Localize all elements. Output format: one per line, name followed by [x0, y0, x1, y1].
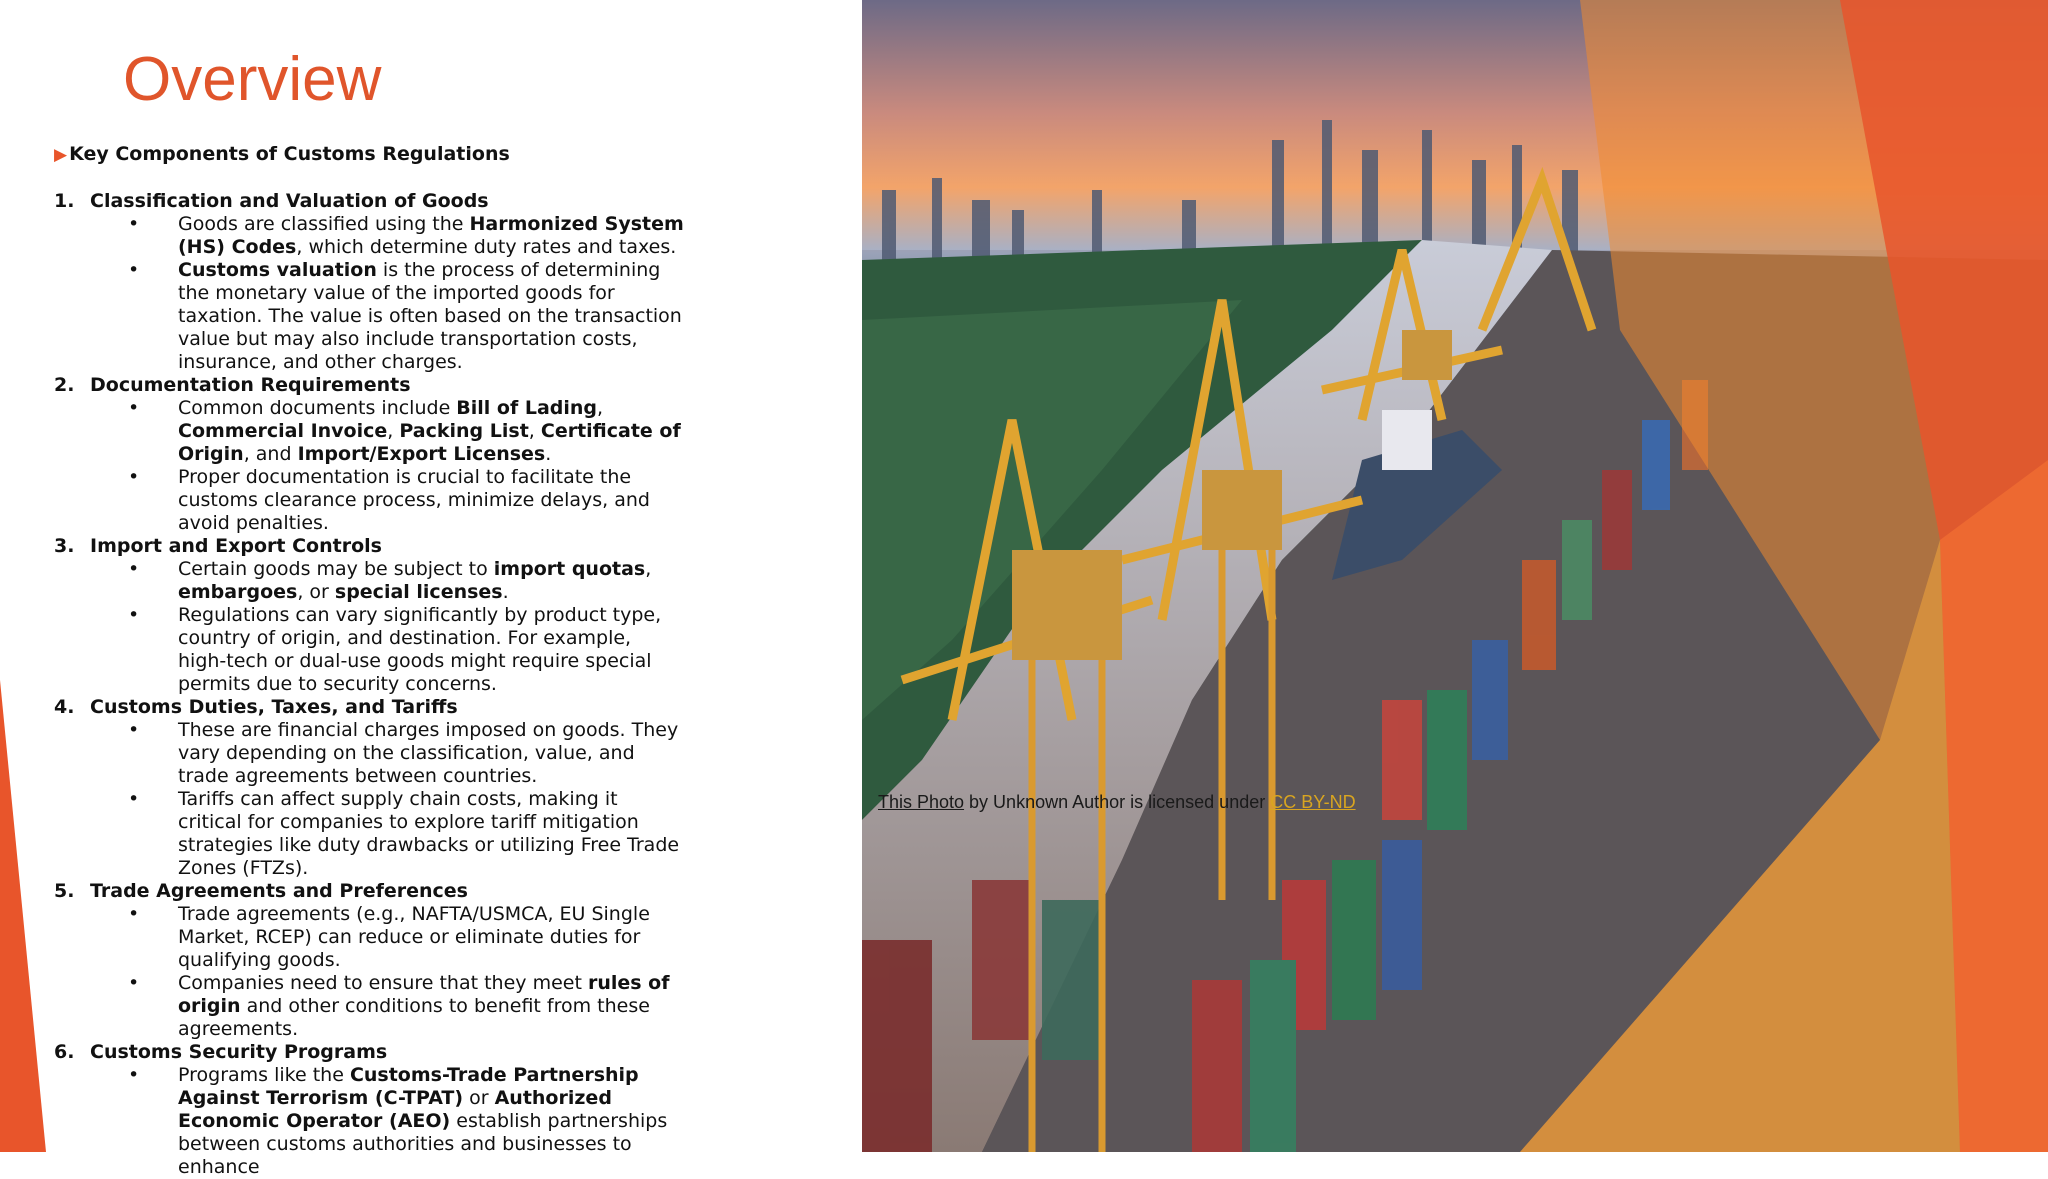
bullet-dot-icon: • — [128, 213, 140, 235]
bullet-text: Common documents include — [178, 397, 457, 419]
bullet-text: or — [463, 1087, 495, 1109]
list-item-heading — [54, 696, 684, 719]
list-item-heading-text: Classification and Valuation of Goods — [90, 190, 489, 212]
list-item-heading-text: Import and Export Controls — [90, 535, 382, 557]
bullet-dot-icon: • — [128, 903, 140, 925]
list-item-number: 1. — [54, 190, 75, 212]
bullet-text: Tariffs can affect supply chain costs, making it critical for companies to explore tariff mitigation strategies like duty drawbacks or utilizing Free Trade Zones (FTZs). — [178, 788, 680, 879]
bullet-text-bold: Commercial Invoice — [178, 420, 388, 442]
bullet-text-bold: Import/Export Licenses — [297, 443, 546, 465]
numbered-list — [54, 190, 684, 1179]
bullet-text-bold: special licenses — [334, 581, 503, 603]
list-item-number: 2. — [54, 374, 75, 396]
right-orange-overlay — [1520, 0, 2048, 1152]
bullet-text: . — [502, 581, 509, 603]
bullet-item — [54, 604, 684, 696]
bullet-text: Trade agreements (e.g., NAFTA/USMCA, EU Single Market, RCEP) can reduce or eliminate duties for qualifying goods. — [178, 903, 650, 971]
bullet-text: , or — [297, 581, 335, 603]
list-item-number: 6. — [54, 1041, 75, 1063]
bullet-text-bold: embargoes — [178, 581, 298, 603]
bullet-text: , — [597, 397, 604, 419]
bullet-dot-icon: • — [128, 259, 140, 281]
bullet-text: Certain goods may be subject to — [178, 558, 494, 580]
bullet-text-bold: Customs valuation — [178, 259, 377, 281]
bullet-text: These are financial charges imposed on goods. They vary depending on the classification, value, and trade agreements between countries. — [178, 719, 679, 787]
bullet-text: , — [387, 420, 400, 442]
bullet-text-bold: import quotas — [493, 558, 646, 580]
bullet-dot-icon: • — [128, 397, 140, 419]
lead-heading-text: Key Components of Customs Regulations — [69, 143, 510, 165]
list-item-heading — [54, 880, 684, 903]
bullet-text-bold: Customs-Trade Partnership Against Terrorism (C-TPAT) — [178, 1064, 639, 1109]
bullet-text: , — [645, 558, 652, 580]
bullet-text: is the process of determining the monetary value of the imported goods for taxation. The value is often based on the transaction value but may also include transportation costs, insurance, and other charges. — [178, 259, 682, 373]
list-item-heading — [54, 1041, 684, 1064]
photo-credit — [878, 792, 1356, 813]
bullet-dot-icon: • — [128, 1064, 140, 1086]
bullet-item — [54, 788, 684, 880]
bullet-text-bold: Packing List — [399, 420, 529, 442]
triangle-right-icon: ▶ — [54, 145, 68, 165]
list-item-heading-text: Customs Duties, Taxes, and Tariffs — [90, 696, 458, 718]
bullet-text: Programs like the — [178, 1064, 350, 1086]
bullet-dot-icon: • — [128, 788, 140, 810]
bullet-text: . — [545, 443, 552, 465]
list-item-number: 4. — [54, 696, 75, 718]
photo-credit-text: by Unknown Author is licensed under — [964, 792, 1271, 812]
bullet-item — [54, 213, 684, 259]
bullet-text: Regulations can vary significantly by product type, country of origin, and destination. For example, high-tech or dual-use goods might require special permits due to security concerns. — [178, 604, 662, 695]
slide-title: Overview — [123, 45, 382, 114]
bullet-text-bold: Harmonized System (HS) Codes — [178, 213, 684, 258]
list-item-number: 5. — [54, 880, 75, 902]
bullet-text: , — [528, 420, 541, 442]
bullet-text-bold: Bill of Lading — [456, 397, 598, 419]
bullet-text-bold: rules of origin — [178, 972, 670, 1017]
bullet-dot-icon: • — [128, 719, 140, 741]
bullet-text: Goods are classified using the — [178, 213, 470, 235]
list-item-heading — [54, 535, 684, 558]
bullet-item — [54, 397, 684, 466]
bullet-item — [54, 259, 684, 374]
list-item-heading-text: Trade Agreements and Preferences — [90, 880, 468, 902]
list-item-number: 3. — [54, 535, 75, 557]
photo-credit-link[interactable]: This Photo — [878, 792, 965, 812]
lead-heading — [54, 143, 684, 167]
bullet-text-bold: Certificate of Origin — [178, 420, 681, 465]
bullet-dot-icon: • — [128, 466, 140, 488]
bullet-text: Companies need to ensure that they meet — [178, 972, 588, 994]
bullet-text: , which determine duty rates and taxes. — [296, 236, 677, 258]
bullet-text: , and — [243, 443, 298, 465]
list-item-heading-text: Customs Security Programs — [90, 1041, 388, 1063]
content-body — [54, 143, 684, 1178]
bullet-item — [54, 903, 684, 972]
bullet-dot-icon: • — [128, 558, 140, 580]
bullet-item — [54, 466, 684, 535]
bullet-item — [54, 719, 684, 788]
bullet-text: establish partnerships between customs authorities and businesses to enhance — [178, 1110, 668, 1178]
bullet-item — [54, 558, 684, 604]
bullet-item — [54, 972, 684, 1041]
list-item-heading — [54, 374, 684, 397]
list-item-heading-text: Documentation Requirements — [90, 374, 411, 396]
bullet-item — [54, 1064, 684, 1179]
list-item-heading — [54, 190, 684, 213]
license-link[interactable]: CC BY-ND — [1270, 792, 1356, 812]
bullet-text: Proper documentation is crucial to facilitate the customs clearance process, minimize delays, and avoid penalties. — [178, 466, 650, 534]
bullet-text: and other conditions to benefit from these agreements. — [178, 995, 650, 1040]
bullet-dot-icon: • — [128, 972, 140, 994]
bullet-dot-icon: • — [128, 604, 140, 626]
bullet-text-bold: Authorized Economic Operator (AEO) — [178, 1087, 612, 1132]
